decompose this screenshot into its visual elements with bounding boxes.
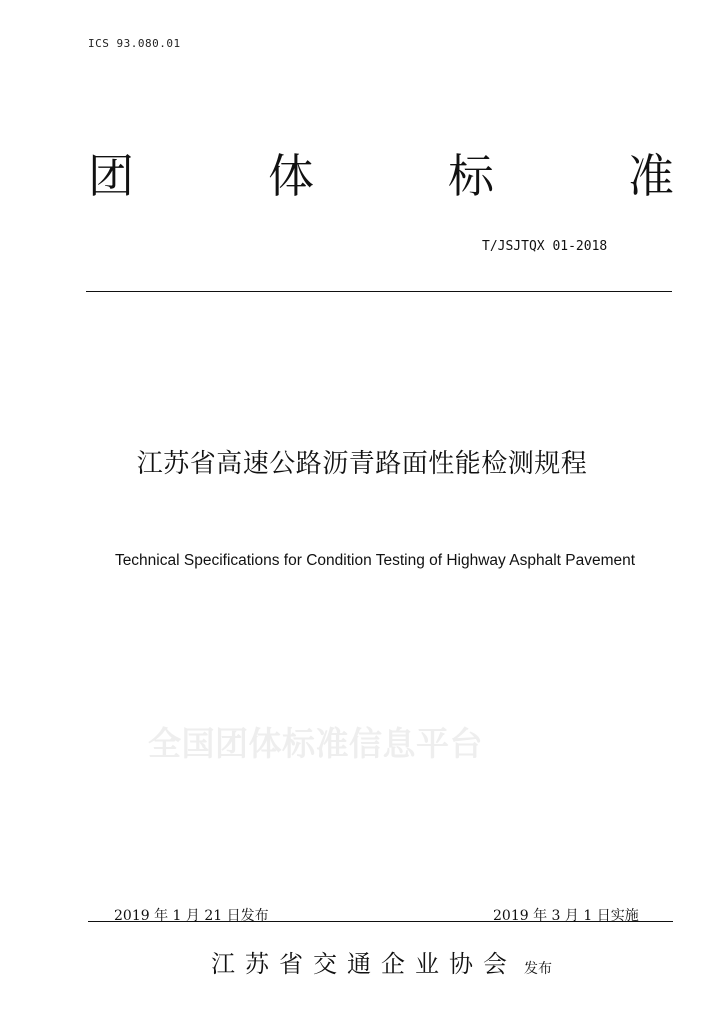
publisher-name: 江苏省交通企业协会 xyxy=(211,950,517,978)
header-divider xyxy=(86,291,672,292)
implement-date: 2019 年 3 月 1 日实施 xyxy=(493,908,639,924)
standard-type-char-2: 体 xyxy=(268,149,314,203)
standard-type-char-3: 标 xyxy=(448,149,494,203)
publish-label: 发布 xyxy=(524,961,552,977)
ics-code: ICS 93.080.01 xyxy=(88,37,181,50)
standard-type-char-1: 团 xyxy=(88,149,134,203)
issue-date: 2019 年 1 月 21 日发布 xyxy=(114,908,269,924)
watermark: 全国团体标准信息平台 xyxy=(148,724,483,763)
footer-divider xyxy=(88,921,673,922)
document-title-en xyxy=(0,552,724,570)
document-title-en-text: Technical Specifications for Condition Testing of Highway Asphalt Pavement xyxy=(114,552,636,569)
standard-code: T/JSJTQX 01-2018 xyxy=(482,239,608,254)
document-title-cn: 江苏省高速公路沥青路面性能检测规程 xyxy=(136,449,588,479)
standard-type-char-4: 准 xyxy=(628,149,674,203)
